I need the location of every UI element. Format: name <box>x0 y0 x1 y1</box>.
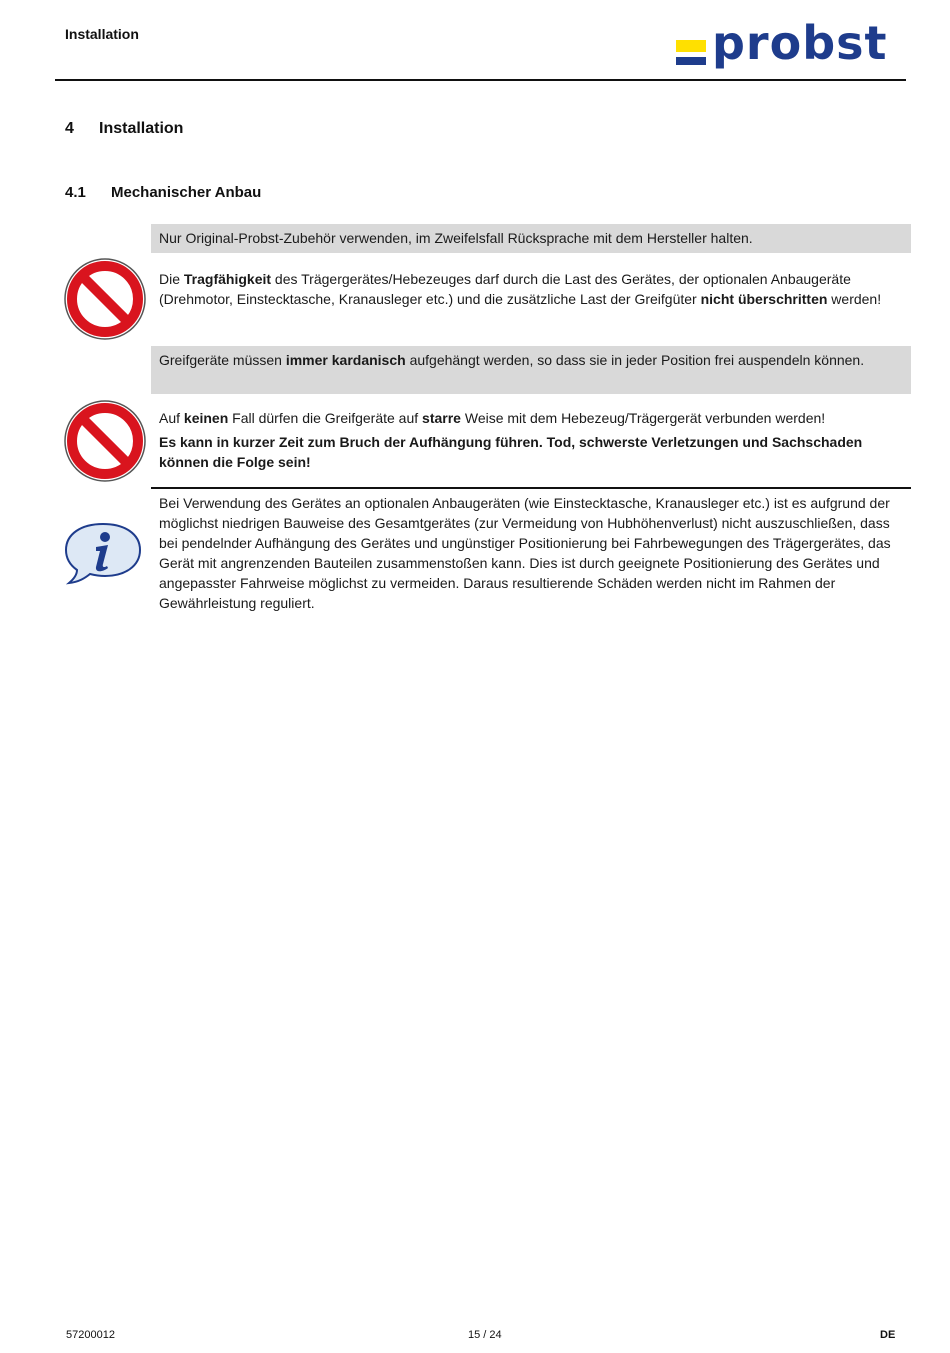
info-icon <box>63 520 143 586</box>
heading-2 <box>65 184 261 201</box>
notice-text: Die <box>159 271 184 287</box>
heading-1-number: 4 <box>65 120 74 137</box>
notice-emphasis: starre <box>422 410 461 426</box>
heading-2-number: 4.1 <box>65 184 86 201</box>
notice-rigid-connection <box>151 408 911 472</box>
notice-text: Auf <box>159 410 184 426</box>
notice-text: des Trägergerätes/Hebezeuges darf durch die Last des Gerätes, der optionalen Anbaugeräte (Drehmotor, Einstecktasche, Kranausleger etc.) und die zusätzliche Last der Greifgüter <box>159 271 851 307</box>
footer-language: DE <box>880 1329 896 1341</box>
logo-wordmark: probst <box>712 16 888 70</box>
logo-blue-bar <box>676 57 706 65</box>
notice-emphasis: nicht überschritten <box>700 291 828 307</box>
notice-accessories: Nur Original-Probst-Zubehör verwenden, im Zweifelsfall Rücksprache mit dem Hersteller halten. <box>151 224 911 253</box>
notice-text: Weise mit dem Hebezeug/Trägergerät verbunden werden! <box>460 410 826 426</box>
notice-emphasis: keinen <box>183 410 229 426</box>
notice-text: Fall dürfen die Greifgeräte auf <box>228 410 423 426</box>
footer-doc-number: 57200012 <box>66 1329 115 1341</box>
notice-text: werden! <box>827 291 882 307</box>
logo-yellow-bar <box>676 40 706 52</box>
header-divider <box>55 79 906 81</box>
notice-rigid-warning: Es kann in kurzer Zeit zum Bruch der Aufhängung führen. Tod, schwerste Verletzungen und Sachschaden können die Folge sein! <box>159 434 863 470</box>
footer-page-number: 15 / 24 <box>468 1329 502 1341</box>
heading-1-title: Installation <box>99 120 184 137</box>
notice-load-capacity <box>151 269 911 309</box>
section-divider <box>151 487 911 489</box>
probst-logo <box>676 16 898 76</box>
prohibition-icon <box>63 399 147 483</box>
heading-2-title: Mechanischer Anbau <box>111 184 262 201</box>
notice-text: aufgehängt werden, so dass sie in jeder Position frei auspendeln können. <box>405 352 865 368</box>
notice-rigid-line1 <box>159 408 903 428</box>
header-section-title: Installation <box>65 26 139 42</box>
notice-emphasis: immer kardanisch <box>285 352 406 368</box>
notice-emphasis: Tragfähigkeit <box>183 271 272 287</box>
heading-1 <box>65 120 183 138</box>
notice-collision-info: Bei Verwendung des Gerätes an optionalen Anbaugeräten (wie Einstecktasche, Kranausleger etc.) ist es aufgrund der möglichst niedrigen Bauweise des Gesamtgerätes (zur Vermeidung von Hubhöhenverlust) nicht auszuschließen, dass bei pendelnder Aufhängung des Gerätes und ungünstiger Positionierung bei Fahrbewegungen des Trägergerätes, das Gerät mit angrenzenden Bauteilen zusammenstoßen kann. Dies ist durch geeignete Positionierung des Gerätes und angepasster Fahrweise möglichst zu vermeiden. Daraus resultierende Schäden werden nicht im Rahmen der Gewährleistung reguliert. <box>159 495 891 611</box>
notice-text: Greifgeräte müssen <box>159 352 286 368</box>
notice-cardanic-suspension <box>151 346 911 394</box>
prohibition-icon <box>63 257 147 341</box>
